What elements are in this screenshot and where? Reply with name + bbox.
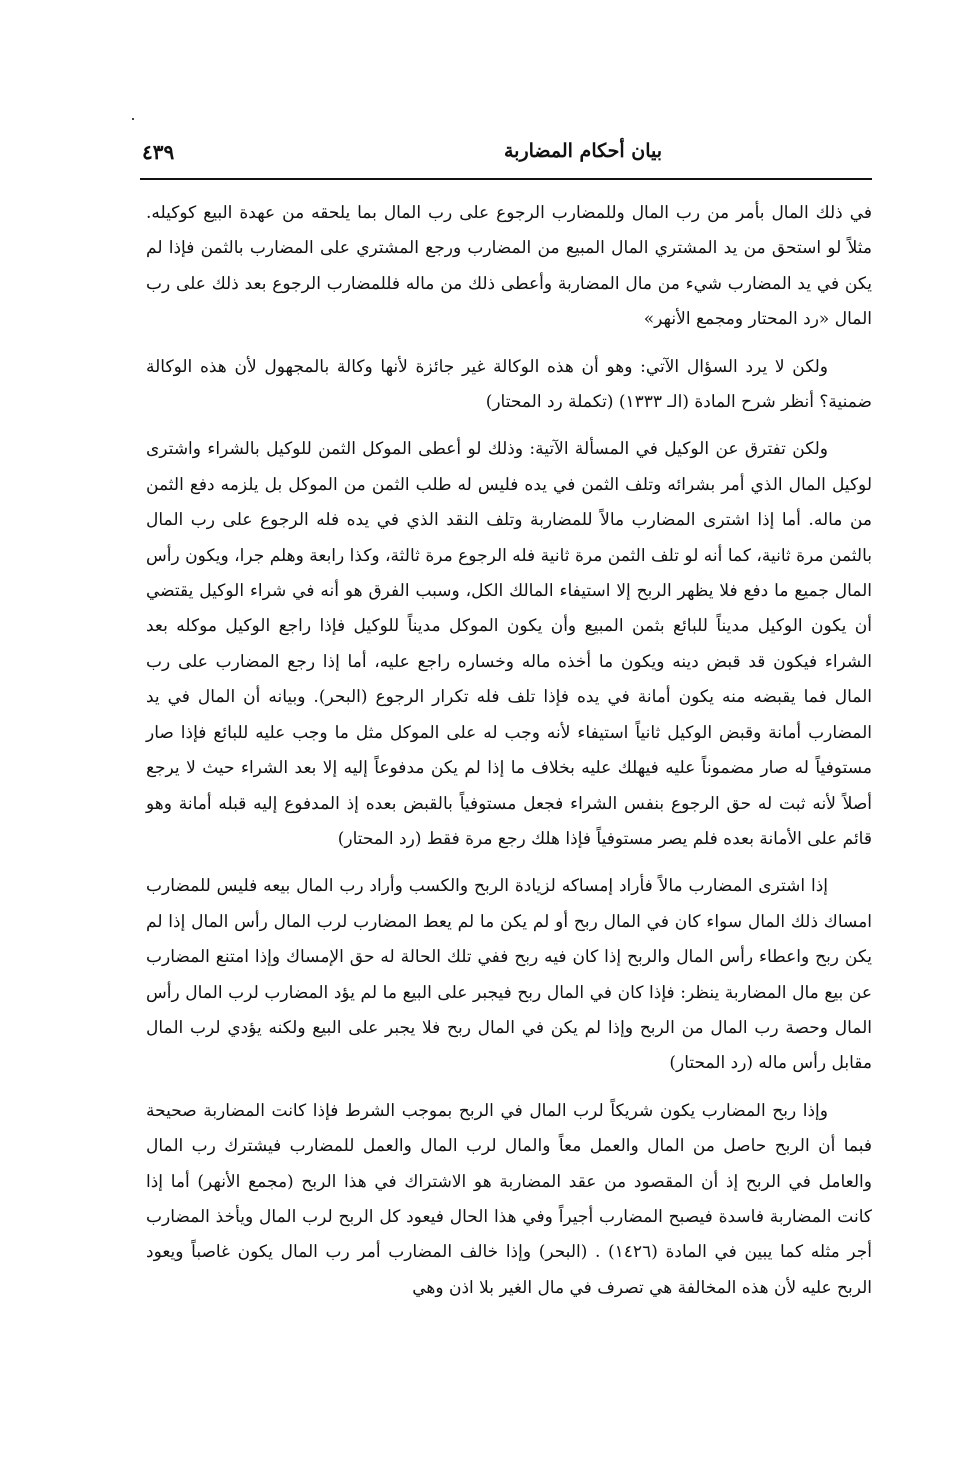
paragraph-5: وإذا ربح المضارب يكون شريكاً لرب المال في الربح بموجب الشرط فإذا كانت المضاربة صحيحة فبما أن الربح حاصل من المال والعمل معاً والمال لرب المال والعمل للمضارب فيشترك رب المال والعامل في الربح إذ أن المقصود من عقد المضاربة هو الاشتراك في هذا الربح (مجمع الأنهر) أما إذا كانت المضاربة فاسدة فيصبح المضارب أجيراً وفي هذا الحال فيعود كل الربح لرب المال ويأخذ المضارب أجر مثله كما يبين في المادة (١٤٢٦) . (البحر) وإذا خالف المضارب أمر رب المال يكون غاصباً ويعود الربح عليه لأن هذه المخالفة هي تصرف في مال الغير بلا اذن وهي (146, 1100, 872, 1298)
header-rule (140, 178, 872, 180)
paragraph-2: ولكن لا يرد السؤال الآتي: وهو أن هذه الوكالة غير جائزة لأنها وكالة بالمجهول لأن هذه الوكالة ضمنية؟ أنظر شرح المادة (الـ ١٣٣٣) (تكملة رد المحتار) (146, 356, 872, 413)
scan-mark (132, 118, 134, 120)
paragraph-4: إذا اشترى المضارب مالاً فأراد إمساكه لزيادة الربح والكسب وأراد رب المال بيعه فليس للمضارب امساك ذلك المال سواء كان في المال ربح أو لم يكن ما لم يعط المضارب لرب المال رأس المال إذا لم يكن ربح واعطاء رأس المال والربح إذا كان فيه ربح ففي تلك الحالة له حق الإمساك وإذا امتنع المضارب عن بيع مال المضاربة ينظر: فإذا كان في المال ربح فيجبر على البيع ما لم يؤد المضارب لرب المال رأس المال وحصة رب المال من الربح وإذا لم يكن في المال ربح فلا يجبر على البيع ولكنه يؤدي لرب المال مقابل رأس ماله (رد المحتار) (146, 876, 872, 1074)
paragraph-3: ولكن تفترق عن الوكيل في المسألة الآتية: وذلك لو أعطى الموكل الثمن للوكيل بالشراء واشترى لوكيل المال الذي أمر بشرائه وتلف الثمن في يده فليس له طلب الثمن من الموكل بل يلزمه دفع الثمن من ماله. أما إذا اشترى المضارب مالاً للمضاربة وتلف النقد الذي في يده فله الرجوع على رب المال بالثمن مرة ثانية، كما أنه لو تلف الثمن مرة ثانية فله الرجوع مرة ثالثة، وكذا رابعة وهلم جرا، ويكون رأس المال جميع ما دفع فلا يظهر الربح إلا استيفاء المالك الكل، وسبب الفرق هو أنه في شراء الوكيل يقتضي أن يكون الوكيل مديناً للبائع بثمن المبيع وأن يكون الموكل مديناً للوكيل فإذا راجع الوكيل موكله بعد الشراء فيكون قد قبض دينه ويكون ما أخذه ماله وخساره راجع عليه، أما إذا رجع المضارب على رب المال فما يقبضه منه يكون أمانة في يده فإذا تلف فله تكرار الرجوع (البحر). وبيانه أن المال في يد المضارب أمانة وقبض الوكيل ثانياً استيفاء لأنه وجب له على الموكل مثل ما وجب عليه للبائع فإذا صار مستوفياً له صار مضموناً عليه فيهلك عليه بخلاف ما إذا لم يكن مدفوعاً إليه إلا بعد الشراء حيث لا يرجع أصلاً لأنه ثبت له حق الرجوع بنفس الشراء فجعل مستوفياً بالقبض بعده إذ المدفوع إليه قبله أمانة وهو قائم على الأمانة بعده فلم يصر مستوفياً فإذا هلك رجع مرة فقط (رد المحتار) (146, 439, 872, 849)
running-title: بيان أحكام المضاربة (503, 140, 662, 162)
page-header (140, 136, 872, 180)
body-text (146, 196, 872, 1318)
page-number: ٤٣٩ (142, 140, 175, 164)
paragraph-1: في ذلك المال بأمر من رب المال وللمضارب الرجوع على رب المال بما يلحقه من عهدة البيع كوكيله. مثلاً لو استحق من يد المشتري المال المبيع من المضارب ورجع المشتري على المضارب بالثمن فإذا لم يكن في يد المضارب شيء من مال المضاربة وأعطى ذلك من ماله فللمضارب الرجوع بعد ذلك على رب المال «رد المحتار ومجمع الأنهر» (146, 203, 872, 330)
